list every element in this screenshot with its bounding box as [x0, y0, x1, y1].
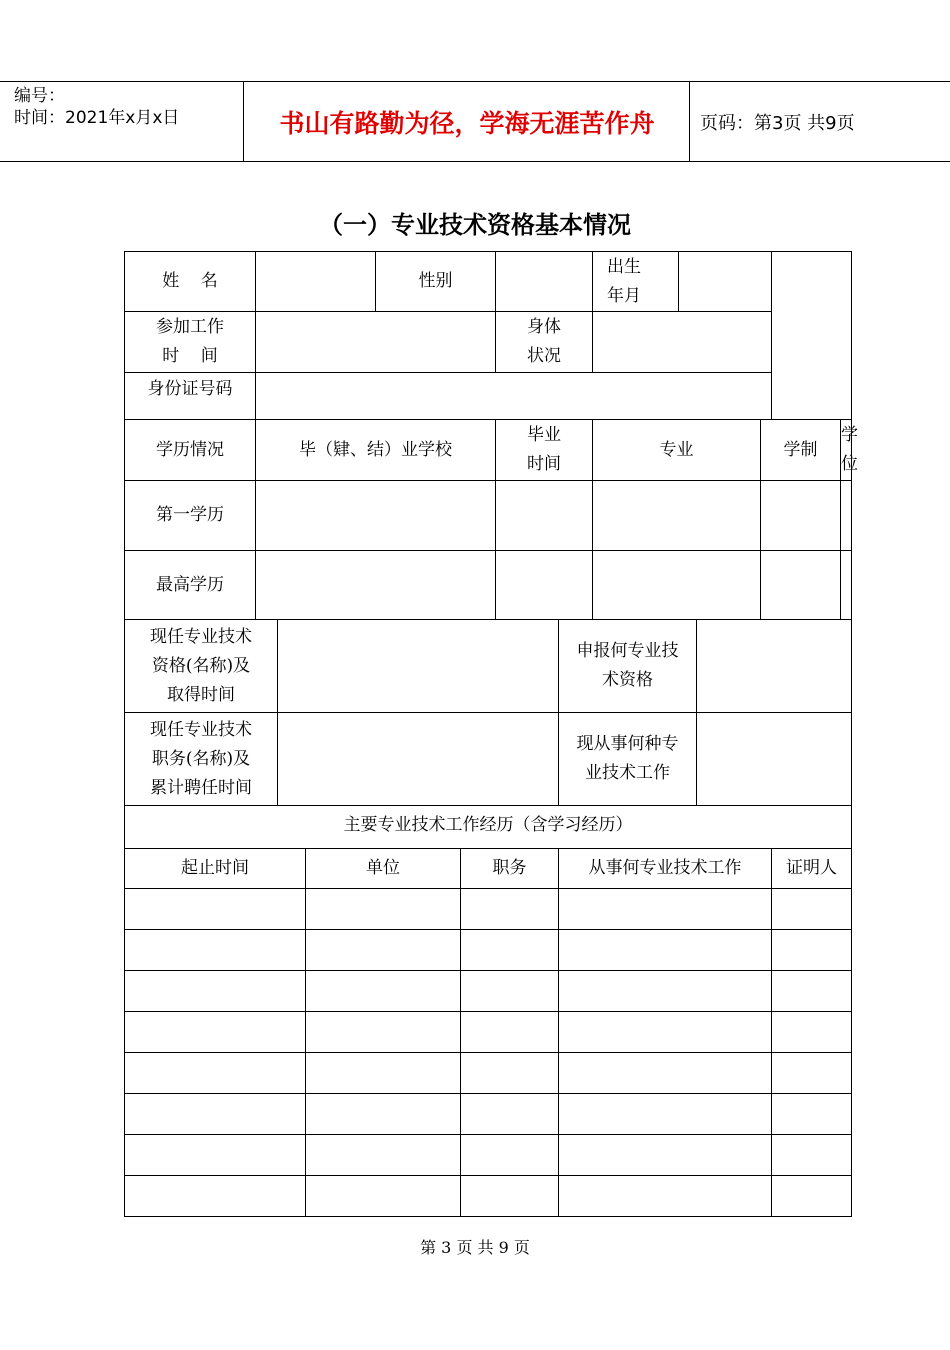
exp-cell[interactable] [772, 1094, 852, 1135]
experience-title: 主要专业技术工作经历（含学习经历） [125, 806, 852, 849]
exp-cell[interactable] [772, 1135, 852, 1176]
edu-label: 学历情况 [125, 420, 256, 481]
exp-cell[interactable] [306, 971, 461, 1012]
highest-edu-label: 最高学历 [125, 551, 256, 620]
row-education-headers [125, 420, 852, 481]
work-start-label: 参加工作 时 间 [125, 312, 256, 373]
highest-edu-degree-cell[interactable] [841, 551, 852, 620]
exp-header-period: 起止时间 [125, 849, 306, 889]
current-post-value-cell[interactable] [278, 713, 559, 806]
exp-cell[interactable] [461, 1053, 559, 1094]
health-label: 身体 状况 [496, 312, 593, 373]
exp-cell[interactable] [559, 1176, 772, 1217]
qualification-form [124, 251, 859, 1217]
table-row [125, 1094, 852, 1135]
row-experience-title [125, 806, 852, 849]
first-edu-degree-cell[interactable] [841, 481, 852, 551]
exp-header-position: 职务 [461, 849, 559, 889]
page-footer: 第 3 页 共 9 页 [420, 1238, 530, 1257]
birth-label: 出生 年月 [593, 252, 679, 312]
exp-header-witness: 证明人 [772, 849, 852, 889]
first-edu-school-cell[interactable] [256, 481, 496, 551]
exp-header-work: 从事何专业技术工作 [559, 849, 772, 889]
id-label: 身份证号码 [125, 373, 256, 420]
gender-value-cell[interactable] [496, 252, 593, 312]
doc-time-label: 时间：2021年x月x日 [14, 108, 180, 128]
exp-cell[interactable] [306, 1012, 461, 1053]
table-row [125, 971, 852, 1012]
name-label: 姓 名 [125, 252, 256, 312]
id-value-cell[interactable] [256, 373, 772, 420]
exp-cell[interactable] [461, 1135, 559, 1176]
gender-label: 性别 [376, 252, 496, 312]
exp-cell[interactable] [772, 930, 852, 971]
table-row [125, 889, 852, 930]
first-edu-label: 第一学历 [125, 481, 256, 551]
form-title: （一）专业技术资格基本情况 [319, 210, 631, 239]
exp-cell[interactable] [125, 1053, 306, 1094]
exp-cell[interactable] [772, 889, 852, 930]
current-qual-label: 现任专业技术 资格(名称)及 取得时间 [125, 620, 278, 713]
row-first-education [125, 481, 852, 551]
exp-cell[interactable] [306, 1176, 461, 1217]
row-work-health [125, 312, 852, 373]
exp-cell[interactable] [461, 889, 559, 930]
exp-cell[interactable] [559, 1135, 772, 1176]
exp-cell[interactable] [772, 1176, 852, 1217]
exp-cell[interactable] [306, 889, 461, 930]
current-work-value-cell[interactable] [697, 713, 852, 806]
exp-cell[interactable] [125, 930, 306, 971]
exp-cell[interactable] [461, 1176, 559, 1217]
row-current-post [125, 713, 852, 806]
table-row [125, 1012, 852, 1053]
row-current-qualification [125, 620, 852, 713]
exp-cell[interactable] [559, 1094, 772, 1135]
exp-cell[interactable] [125, 1012, 306, 1053]
exp-cell[interactable] [772, 971, 852, 1012]
highest-edu-duration-cell[interactable] [761, 551, 841, 620]
major-header: 专业 [593, 420, 761, 481]
table-row [125, 1053, 852, 1094]
exp-cell[interactable] [461, 971, 559, 1012]
exp-cell[interactable] [125, 1135, 306, 1176]
apply-qual-value-cell[interactable] [697, 620, 852, 713]
table-row [125, 930, 852, 971]
exp-cell[interactable] [125, 1176, 306, 1217]
current-qual-value-cell[interactable] [278, 620, 559, 713]
exp-cell[interactable] [125, 1094, 306, 1135]
current-post-label: 现任专业技术 职务(名称)及 累计聘任时间 [125, 713, 278, 806]
highest-edu-major-cell[interactable] [593, 551, 761, 620]
highest-edu-grad-cell[interactable] [496, 551, 593, 620]
apply-qual-label: 申报何专业技 术资格 [559, 620, 697, 713]
header-page-info: 页码：第3页 共9页 [700, 113, 855, 134]
exp-cell[interactable] [559, 889, 772, 930]
exp-cell[interactable] [125, 889, 306, 930]
exp-cell[interactable] [772, 1053, 852, 1094]
first-edu-duration-cell[interactable] [761, 481, 841, 551]
exp-cell[interactable] [306, 1135, 461, 1176]
exp-cell[interactable] [559, 971, 772, 1012]
exp-cell[interactable] [559, 1053, 772, 1094]
birth-value-cell[interactable] [679, 252, 772, 312]
current-work-label: 现从事何种专 业技术工作 [559, 713, 697, 806]
first-edu-major-cell[interactable] [593, 481, 761, 551]
row-basic-info [125, 252, 852, 312]
exp-cell[interactable] [125, 971, 306, 1012]
header-motto: 书山有路勤为径，学海无涯苦作舟 [279, 109, 655, 138]
first-edu-grad-cell[interactable] [496, 481, 593, 551]
table-row [125, 1176, 852, 1217]
photo-cell[interactable] [772, 252, 852, 420]
degree-header: 学位 [841, 420, 852, 481]
highest-edu-school-cell[interactable] [256, 551, 496, 620]
exp-cell[interactable] [559, 930, 772, 971]
health-value-cell[interactable] [593, 312, 772, 373]
doc-number-label: 编号： [14, 86, 65, 106]
duration-header: 学制 [761, 420, 841, 481]
exp-cell[interactable] [461, 930, 559, 971]
exp-cell[interactable] [559, 1012, 772, 1053]
row-experience-headers [125, 849, 852, 889]
exp-cell[interactable] [461, 1012, 559, 1053]
table-row [125, 1135, 852, 1176]
exp-cell[interactable] [306, 1053, 461, 1094]
row-id-number [125, 373, 852, 420]
name-value-cell[interactable] [256, 252, 376, 312]
exp-cell[interactable] [306, 1094, 461, 1135]
school-header: 毕（肄、结）业学校 [256, 420, 496, 481]
exp-cell[interactable] [306, 930, 461, 971]
row-highest-education [125, 551, 852, 620]
exp-header-unit: 单位 [306, 849, 461, 889]
grad-time-header: 毕业 时间 [496, 420, 593, 481]
work-start-value-cell[interactable] [256, 312, 496, 373]
exp-cell[interactable] [461, 1094, 559, 1135]
exp-cell[interactable] [772, 1012, 852, 1053]
